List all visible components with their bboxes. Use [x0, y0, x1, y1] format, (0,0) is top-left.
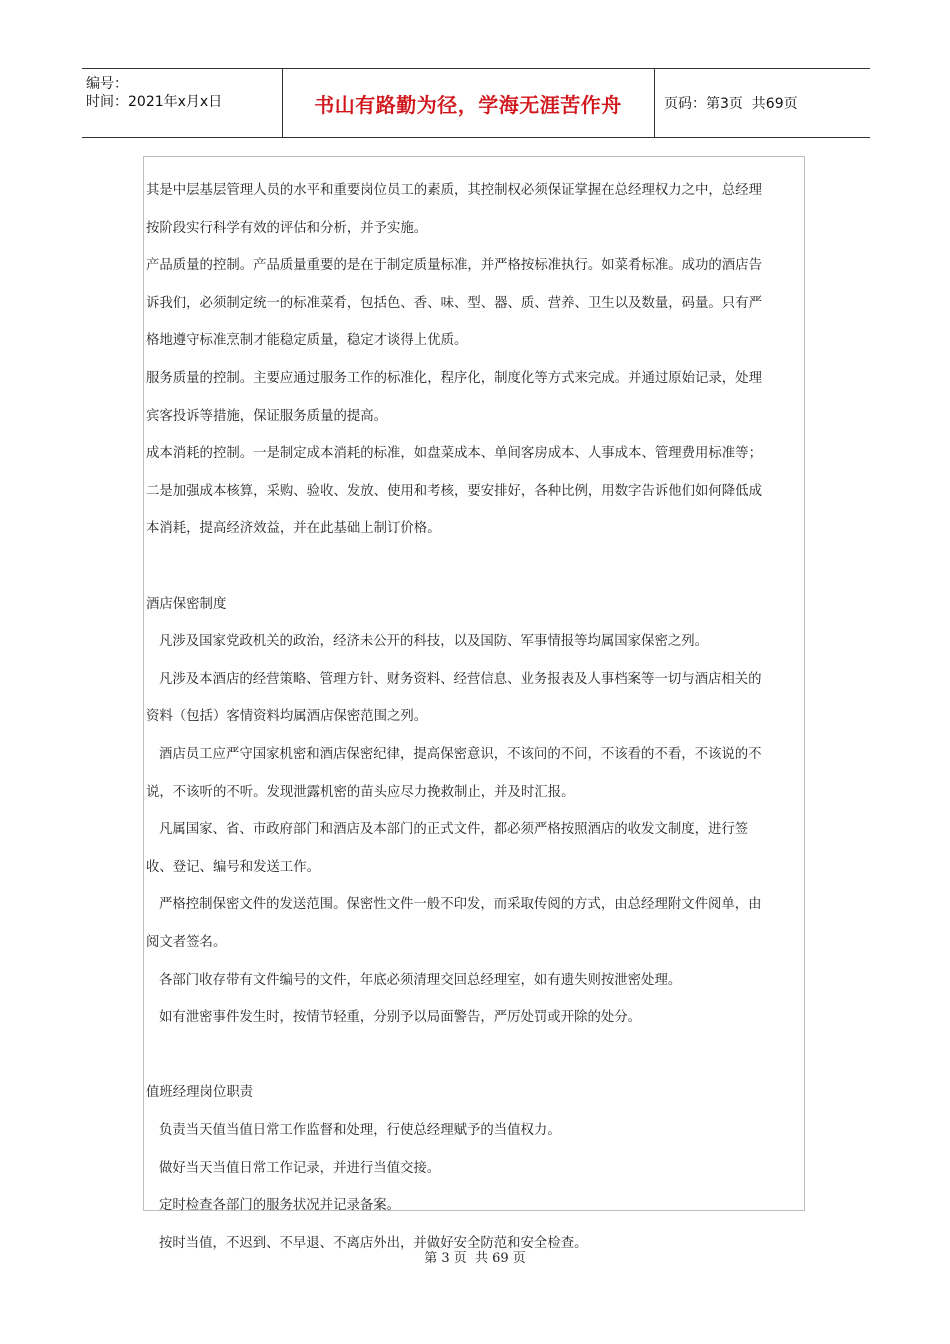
blank-line — [146, 1046, 806, 1066]
document-number-label: 编号： — [86, 76, 128, 92]
header-page-label: 页码：第3页 共69页 — [664, 96, 798, 112]
text-line: 值班经理岗位职责 — [146, 1085, 254, 1101]
text-line: 其是中层基层管理人员的水平和重要岗位员工的素质，其控制权必须保证掌握在总经理权力之中，总经理 — [146, 183, 762, 198]
page-header — [82, 68, 870, 138]
text-line: 酒店员工应严守国家机密和酒店保密纪律，提高保密意识，不该问的不问，不该看的不看，不该说的不 — [159, 747, 762, 762]
text-line: 格地遵守标准烹制才能稳定质量，稳定才谈得上优质。 — [146, 333, 468, 349]
text-line: 服务质量的控制。主要应通过服务工作的标准化，程序化，制度化等方式来完成。并通过原始记录，处理 — [146, 371, 762, 386]
content-box — [143, 156, 805, 1251]
header-divider-right — [654, 69, 655, 137]
text-line: 如有泄密事件发生时，按情节轻重，分别予以局面警告，严厉处罚或开除的处分。 — [159, 1010, 642, 1026]
text-line: 凡涉及本酒店的经营策略、管理方针、财务资料、经营信息、业务报表及人事档案等一切与酒店相关的 — [159, 671, 762, 687]
text-line: 二是加强成本核算，采购、验收、发放、使用和考核，要安排好，各种比例，用数字告诉他们如何降低成 — [146, 483, 762, 499]
blank-line — [146, 557, 806, 577]
text-line: 收、登记、编号和发送工作。 — [146, 859, 321, 875]
document-date-label: 时间：2021年x月x日 — [86, 94, 223, 110]
text-line: 凡涉及国家党政机关的政治，经济未公开的科技，以及国防、军事情报等均属国家保密之列。 — [159, 634, 709, 650]
text-line: 诉我们，必须制定统一的标准菜肴，包括色、香、味、型、器、质、营养、卫生以及数量，码量。只有严 — [146, 295, 762, 311]
text-line: 按时当值，不迟到、不早退、不离店外出，并做好安全防范和安全检查。 — [159, 1235, 588, 1251]
page-footer: 第 3 页 共 69 页 — [424, 1251, 526, 1266]
text-line: 定时检查各部门的服务状况并记录备案。 — [159, 1198, 401, 1214]
header-slogan: 书山有路勤为径，学海无涯苦作舟 — [314, 92, 622, 117]
text-line: 做好当天当值日常工作记录，并进行当值交接。 — [159, 1160, 441, 1176]
text-line: 凡属国家、省、市政府部门和酒店及本部门的正式文件，都必须严格按照酒店的收发文制度，进行签 — [159, 822, 749, 838]
text-line: 宾客投诉等措施，保证服务质量的提高。 — [146, 408, 388, 424]
text-line: 负责当天值当值日常工作监督和处理，行使总经理赋予的当值权力。 — [159, 1123, 561, 1138]
text-line: 成本消耗的控制。一是制定成本消耗的标准，如盘菜成本、单间客房成本、人事成本、管理费用标准等； — [146, 446, 762, 462]
text-line: 阅文者签名。 — [146, 935, 227, 950]
text-line: 各部门收存带有文件编号的文件，年底必须清理交回总经理室，如有遗失则按泄密处理。 — [159, 972, 682, 988]
header-meta — [82, 69, 282, 137]
text-line: 酒店保密制度 — [146, 596, 227, 612]
text-line: 说，不该听的不听。发现泄露机密的苗头应尽力挽救制止，并及时汇报。 — [146, 784, 575, 800]
text-line: 本消耗，提高经济效益，并在此基础上制订价格。 — [146, 521, 441, 537]
header-page-info — [664, 69, 870, 137]
text-line: 产品质量的控制。产品质量重要的是在于制定质量标准，并严格按标准执行。如菜肴标准。成功的酒店告 — [146, 258, 762, 274]
text-line: 资料（包括）客情资料均属酒店保密范围之列。 — [146, 709, 428, 725]
text-line: 按阶段实行科学有效的评估和分析，并予实施。 — [146, 220, 428, 236]
text-line: 严格控制保密文件的发送范围。保密性文件一般不印发，而采取传阅的方式，由总经理附文件阅单，由 — [159, 897, 762, 913]
